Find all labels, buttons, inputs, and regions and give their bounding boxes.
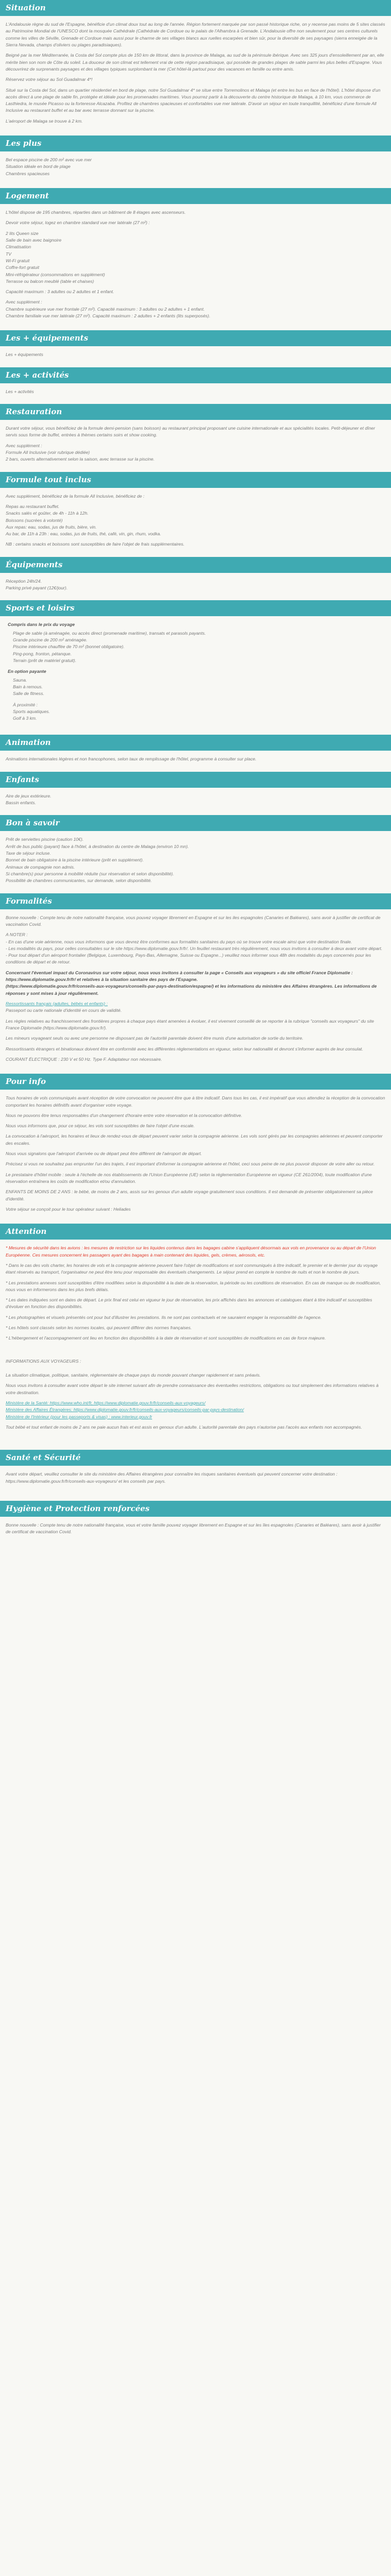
logement-paragraph: Devoir votre séjour, logez en chambre standard vue mer latérale (27 m²) : — [6, 220, 150, 226]
logement-body — [0, 209, 391, 319]
attention-paragraph: * Les prestations annexes sont susceptibles d'être modifiées selon la disponibilité à la date de la réservation, la période ou les conditions de réservation. En cas de manque ou de modification, nous vous en informerons dans les plus brefs délais. — [6, 1280, 381, 1292]
formalites-paragraph: Ressortissants étrangers et binationaux doivent être en conformité avec les différentes réglementations en vigueur, selon leur nationalité et devront s'informer auprès de leur consulat. — [6, 1046, 363, 1052]
formalites-paragraph: A NOTER : — [6, 932, 28, 938]
pour-info-paragraph: Précisez si vous ne souhaitez pas emprunter l'un des trajets, il est important d'informer la compagnie aérienne et l'hôtel, ceci sous peine de ne plus pouvoir disposer de votre aller ou retour. — [6, 1161, 375, 1167]
animation-text: Animations internationales légères et non francophones, selon taux de remplissage de l'hôtel, programme à consulter sur place. — [6, 756, 257, 762]
pour-info-paragraph: Le prestataire d'hôtel mobile : seule à l'échelle de nos établissements de l'Union Européenne (UE) selon la réglementation Européenne en vigueur (CE 261/2004), toute modification d'une réservation entraînera les coûts de modification et/ou d'annulation. — [6, 1172, 372, 1184]
restauration-body — [0, 425, 391, 463]
logement-supplement-title: Avec supplément : — [6, 299, 42, 305]
pour-info-body — [0, 1095, 391, 1213]
section-header-enfants: Enfants — [0, 772, 391, 788]
pour-info-paragraph: ENFANTS DE MOINS DE 2 ANS : le bébé, de moins de 2 ans, assis sur les genoux d'un adulte voyage gratuitement sous conditions. Il est demandé de présenter obligatoirement sa pièce d'identité. — [6, 1189, 373, 1201]
infos-link[interactable]: Ministère de la Santé: https://www.who.int/fr, https://www.diplomatie.gouv.fr/fr/conseils-aux-voyageurs/ — [6, 1400, 206, 1405]
pour-info-paragraph: Tous horaires de vols communiqués avant réception de votre convocation ne peuvent être que à titre indicatif. Dans tous les cas, il est impératif que vous attendiez la réception de la convocation comportant les horaires définitifs avant d'organiser votre voyage. — [6, 1095, 385, 1108]
formule-intro: Avec supplément, bénéficiez de la formule All Inclusive, bénéficiez de : — [6, 493, 144, 499]
logement-supplement: Chambre supérieure vue mer frontale (27 m²). Capacité maximum : 3 adultes ou 2 adultes + 1 enfant. — [6, 306, 205, 312]
section-header-equipements: Équipements — [0, 557, 391, 573]
section-header-plus: Les plus — [0, 135, 391, 151]
section-header-formalites: Formalités — [0, 893, 391, 909]
sports-free-title: Compris dans le prix du voyage — [8, 622, 75, 628]
logement-item: Coffre-fort gratuit — [6, 265, 39, 270]
section-header-activites-plus: Les + activités — [0, 367, 391, 383]
formalites-link[interactable]: Ressortissants français (adultes, bébés et enfants) : — [6, 1001, 108, 1006]
section-header-animation: Animation — [0, 735, 391, 751]
animation-body — [0, 756, 391, 762]
bon-a-savoir-item: Prêt de serviettes piscine (caution 10€). — [6, 837, 84, 842]
restauration-item: Formule All Inclusive (voir rubrique dédiée) — [6, 449, 90, 455]
enfants-body — [0, 793, 391, 807]
formalites-paragraph: - Les modalités du pays, pour celles consultables sur le site https://www.diplomatie.gouv.fr/fr/. Un feuillet restaurant très régulièrement, nous vous invitons à consulter à deux avant votre départ. — [6, 945, 383, 951]
formule-body — [0, 493, 391, 548]
formalites-paragraph: - Pour tout départ d'un aéroport frontalier (Belgique, Luxembourg, Pays-Bas, Allemagne, Suisse ou Espagne...) veuillez nous informer sous 48h des modalités du pays concernés pour les conditions de départ et de retour. — [6, 953, 371, 965]
logement-item: Mini-réfrigérateur (consommations en supplément) — [6, 272, 105, 277]
restauration-item: 2 bars, ouverts alternativement selon la saison, avec terrasse sur la piscine. — [6, 456, 155, 462]
sports-paid-title: En option payante — [8, 669, 46, 674]
sports-paid-item: Sauna. — [13, 677, 27, 683]
pour-info-paragraph: Votre séjour se conçoit pour le tour opérateur suivant : Heliades — [6, 1206, 131, 1212]
plus-item: Situation idéale en bord de plage — [6, 164, 71, 170]
logement-item: TV — [6, 251, 11, 257]
sante-text: Avant votre départ, veuillez consulter le site du ministère des Affaires étrangères pour connaître les risques sanitaires éventuels qui peuvent concerner votre destination : https://www.diplomatie.gouv.fr/fr/conseils-aux-voyageurs/ et les conseils par pays. — [6, 1471, 337, 1484]
equipements-plus-text: Les + équipements — [6, 352, 43, 358]
situation-body — [0, 21, 391, 125]
infos-link[interactable]: Ministère des Affaires Étrangères: https://www.diplomatie.gouv.fr/fr/conseils-aux-voyageurs/conseils-par-pays-destination/ — [6, 1407, 244, 1413]
infos-title: INFORMATIONS AUX VOYAGEURS : — [6, 1358, 82, 1364]
section-header-hygiene: Hygiène et Protection renforcées — [0, 1501, 391, 1517]
pour-info-paragraph: Nous vous signalons que l'aéroport d'arrivée ou de départ peut être différent de l'aéroport de départ. — [6, 1151, 202, 1157]
formule-hours: Aux repas: eau, sodas, jus de fruits, bière, vin. — [6, 524, 97, 530]
attention-paragraph: * Dans le cas des vols charter, les horaires de vols et la compagnie aérienne peuvent faire l'objet de modifications et sont communiqués à titre indicatif, le premier et le dernier jour du voyage étant réservés au transport, l'organisateur ne peut être tenu pour responsable des éventuels changements. Le séjour prend en compte le nombre de nuits et non le nombre de jours. — [6, 1262, 378, 1275]
restauration-paragraph: Durant votre séjour, vous bénéficiez de la formule demi-pension (sans boisson) au restaurant principal proposant une cuisine internationale et aux spécialités locales. Petit-déjeuner et dîner servis sous forme de buffet, entrées à thèmes certains soirs et show cooking. — [6, 426, 376, 438]
infos-paragraph: La situation climatique, politique, sanitaire, réglementaire de chaque pays du monde pouvant changer rapidement et sans préavis. — [6, 1372, 261, 1378]
formalites-paragraph: Les mineurs voyageant seuls ou avec une personne ne disposant pas de l'autorité parentale doivent être munis d'une autorisation de sortie du territoire. — [6, 1036, 304, 1041]
enfants-item: Bassin enfants. — [6, 800, 36, 806]
logement-item: Climatisation — [6, 244, 31, 250]
attention-paragraph: * L'hébergement et l'accompagnement ont lieu en fonction des disponibilités à la date de réservation et sont susceptibles de modifications en cas de force majeure. — [6, 1335, 326, 1341]
attention-paragraph: * Mesures de sécurité dans les avions : les mesures de restriction sur les liquides contenus dans les bagages cabine s'appliquent désormais aux vols en provenance ou au départ de l'Union Européenne. Ces mesures concernent les passagers ayant des bagages à main contenant des liquides, gels, crèmes, aérosols, etc. — [6, 1245, 376, 1258]
infos-paragraph: Nous vous invitons à consulter avant votre départ le site internet suivant afin de prendre connaissance des éventuelles restrictions, obligations ou tout simplement des informations relatives à votre destination. — [6, 1383, 379, 1395]
plus-item: Chambres spacieuses — [6, 171, 50, 176]
section-header-sports: Sports et loisirs — [0, 600, 391, 616]
infos-tail: Tout bébé et tout enfant de moins de 2 ans ne paie aucun frais et est assis en genoux d'un adulte. L'autorité parentale des pays n'autorise pas l'accès aux enfants non accompagnés. — [6, 1424, 362, 1430]
section-header-equipements-plus: Les + équipements — [0, 330, 391, 346]
formalites-body — [0, 914, 391, 1063]
plus-item: Bel espace piscine de 200 m² avec vue mer — [6, 157, 92, 163]
bon-a-savoir-item: Si chambre(s) pour personne à mobilité réduite (sur réservation et selon disponibilité). — [6, 871, 174, 876]
section-header-bon-a-savoir: Bon à savoir — [0, 815, 391, 831]
formalites-paragraph: (https://www.diplomatie.gouv.fr/fr/conseils-aux-voyageurs/conseils-par-pays-destination/espagne/) et les informations du ministère des Affaires étrangères. Les informations de réponses y sont mises à jour régulièrement. — [6, 984, 377, 996]
section-header-attention: Attention — [0, 1224, 391, 1240]
pour-info-paragraph: Nous vous informons que, pour ce séjour, les vols sont susceptibles de faire l'objet d'une escale. — [6, 1123, 195, 1129]
sports-paid-item: Salle de fitness. — [13, 691, 44, 697]
activites-plus-body — [0, 388, 391, 395]
formalites-paragraph: Passeport ou carte nationale d'identité en cours de validité. — [6, 1008, 122, 1013]
formalites-paragraph: - En cas d'une voie aérienne, nous vous informons que vous devrez être conformes aux formalités sanitaires du pays où se trouve votre escale ainsi que votre destination finale. — [6, 939, 352, 944]
formalites-paragraph: Les règles relatives au franchissement des frontières propres à chaque pays étant amenées à évoluer, il est vivement conseillé de se reporter à la rubrique "conseils aux voyageurs" du site France Diplomatie (https://www.diplomatie.gouv.fr/). — [6, 1018, 374, 1030]
situation-paragraph: Beigné par la mer Méditerranée, la Costa del Sol compte plus de 150 km de littoral, dans la province de Malaga, au sud de la péninsule ibérique. Avec ses 325 jours d'ensoleillement par an, elle mérite bien son nom de Côte du soleil. La douceur de son climat est tellement vrai de cette région paradisiaque, qui possède de grandes plages de sable parmi les plus belles d'Espagne. Vous découvrirez de surprenants paysages et des villages typiques surplombant la mer (Cet hôtel-là partout pour des vacances en famille ou entre amis. — [6, 53, 384, 72]
plus-body — [0, 157, 391, 177]
sports-free-item: Terrain (prêt de matériel gratuit). — [13, 657, 76, 663]
sports-body — [0, 621, 391, 722]
logement-capacity: Capacité maximum : 3 adultes ou 2 adultes et 1 enfant. — [6, 289, 115, 295]
sports-near-title: À proximité : — [13, 702, 38, 707]
hygiene-text: Bonne nouvelle : Compte tenu de notre nationalité française, vous et votre famille pouvez voyager librement en Espagne et sur les îles espagnoles (Canaries et Baléares), sans avoir à justifier de certificat de vaccination Covid. — [6, 1522, 381, 1535]
logement-item: Terrasse ou balcon meublé (table et chaises) — [6, 278, 94, 284]
attention-paragraph: * Les dates indiquées sont en dates de départ. Le prix final est celui en vigueur le jour de réservation, les prix affichés dans les annonces et catalogues étant à titre indicatif et susceptibles d'évoluer en fonction des disponibilités. — [6, 1297, 372, 1310]
pour-info-paragraph: La convocation à l'aéroport, les horaires et lieux de rendez-vous de départ peuvent varier selon la compagnie aérienne. Les vols sont gérés par les compagnies aériennes et peuvent comporter des escales. — [6, 1133, 383, 1146]
bon-a-savoir-item: Possibilité de chambres communicantes, sur demande, selon disponibilité. — [6, 878, 152, 884]
bon-a-savoir-item: Bonnet de bain obligatoire à la piscine intérieure (prêt en supplément). — [6, 857, 144, 863]
equipements-item: Réception 24h/24. — [6, 578, 42, 584]
infos-link[interactable]: Ministère de l'Intérieur (pour les passeports & visas) : www.interieur.gouv.fr — [6, 1414, 152, 1419]
sports-free-item: Grande piscine de 200 m² aménagée. — [13, 637, 88, 642]
activites-plus-text: Les + activités — [6, 388, 34, 394]
logement-item: Salle de bain avec baignoire — [6, 237, 61, 243]
logement-item: 2 lits Queen size — [6, 230, 39, 236]
formule-item: Boissons (sucrées à volonté) — [6, 517, 63, 523]
pour-info-paragraph: Nous ne pouvons être tenus responsables d'un changement d'horaire entre votre réservation et la convocation définitive. — [6, 1112, 242, 1118]
equipements-body — [0, 578, 391, 592]
attention-paragraph: * Les photographies et visuels présentés ont pour but d'illustrer les prestations. Ils ne sont pas contractuels et ne sauraient engager la responsabilité de l'agence. — [6, 1314, 322, 1320]
situation-paragraph: Réservez votre séjour au Sol Guadalmar 4*! — [6, 77, 93, 82]
section-header-restauration: Restauration — [0, 404, 391, 420]
formule-note: NB : certains snacks et boissons sont susceptibles de faire l'objet de frais supplémentaires. — [6, 541, 185, 547]
logement-item: Wi-Fi gratuit — [6, 258, 30, 263]
situation-paragraph: L'Andalousie règne du sud de l'Espagne, bénéficie d'un climat doux tout au long de l'année. Région fortement marquée par son passé historique riche, on y recense pas moins de 5 sites classés au Patrimoine Mondial de l'UNESCO dont la mosquée Cathédrale (Cathédrale de Cordoue ou le palais de l'Alhambra à Grenade. L'Andalousie offre non seulement pour ses centres culturels comme les villes de Séville, Grenade et Cordoue mais aussi pour le charme de ses villages blancs aux ruelles escarpées et bien sûr, pour la diversité de ses paysages (sierra enneigée de la Sierra Nevada, champs d'oliviers ou plages paradisiaques). — [6, 22, 385, 47]
situation-paragraph: L'aéroport de Malaga se trouve à 2 km. — [6, 118, 83, 124]
bon-a-savoir-body — [0, 836, 391, 884]
logement-supplement: Chambre familiale vue mer latérale (27 m²). Capacité maximum : 2 adultes + 2 enfants (lits superposés). — [6, 313, 210, 319]
bon-a-savoir-item: Taxe de séjour incluse. — [6, 851, 51, 856]
logement-paragraph: L'hôtel dispose de 195 chambres, réparties dans un bâtiment de 8 étages avec ascenseurs. — [6, 210, 186, 215]
formule-item: Repas au restaurant buffet. — [6, 503, 60, 509]
sports-free-item: Piscine intérieure chauffée de 70 m² (bonnet obligatoire). — [13, 644, 125, 650]
section-header-pour-info: Pour info — [0, 1074, 391, 1090]
formalites-paragraph: COURANT ÉLECTRIQUE : 230 V et 50 Hz. Type F. Adaptateur non nécessaire. — [6, 1056, 162, 1062]
bon-a-savoir-item: Arrêt de bus public (payant) face à l'hôtel, à destination du centre de Malaga (environ 10 mn). — [6, 843, 189, 849]
bon-a-savoir-item: Animaux de compagnie non admis. — [6, 864, 75, 870]
situation-paragraph: Situé sur la Costa del Sol, dans un quartier résidentiel en bord de plage, notre Sol Guadalmar 4* se situe entre Torremolinos et Malaga (et entre les bus en face de l'hôtel). L'hôtel dispose d'un accès direct à une plage de sable fin, protégée et idéale pour les promenades maritimes. Vous pourrez partir à la découverte du centre historique de Malaga, à 10 km, vous commerce de Lasthiedra, le musée Picasso ou la forteresse Alcazaba. Profitez de chambres spacieuses et confortables vue mer latérale. D'avoir un séjour en toute tranquillité, bénéficiez d'une formule All Inclusive au restaurant buffet et au bar avec terrasse donnant sur la piscine. — [6, 87, 381, 113]
sports-free-item: Ping-pong, fronton, pétanque. — [13, 651, 72, 656]
section-header-situation: Situation — [0, 0, 391, 16]
sports-near-item: Golf à 3 km. — [13, 716, 37, 721]
sports-near-item: Sports aquatiques. — [13, 708, 50, 714]
attention-paragraph: * Les hôtels sont classés selon les normes locales, qui peuvent différer des normes françaises. — [6, 1325, 192, 1331]
sports-paid-item: Bain à remous. — [13, 684, 43, 689]
equipements-plus-body — [0, 351, 391, 358]
hygiene-body — [0, 1522, 391, 1536]
attention-body — [0, 1245, 391, 1431]
section-header-logement: Logement — [0, 188, 391, 204]
sante-body — [0, 1471, 391, 1485]
enfants-item: Aire de jeux extérieure. — [6, 793, 52, 799]
section-header-sante: Santé et Sécurité — [0, 1450, 391, 1466]
formule-item: Snacks salés et goûter, de 4h - 11h à 12h. — [6, 511, 89, 516]
restauration-paragraph: Avec supplément : — [6, 443, 42, 448]
formule-hours: Au bar, de 11h à 23h : eau, sodas, jus de fruits, thé, café, vin, gin, rhum, vodka. — [6, 531, 161, 537]
section-header-formule: Formule tout inclus — [0, 472, 391, 488]
equipements-item: Parking privé payant (12€/jour). — [6, 585, 68, 591]
formalites-paragraph: Concernant l'éventuel impact du Coronavirus sur votre séjour, nous vous invitons à consulter la page « Conseils aux voyageurs » du site officiel France Diplomatie : https://www.diplomatie.gouv.fr/fr/ et relatives à la situation sanitaire des pays de l'Espagne. — [6, 970, 353, 982]
formalites-paragraph: Bonne nouvelle : Compte tenu de notre nationalité française, vous pouvez voyager librement en Espagne et sur les iles espagnoles (Canaries et Baléares), sans avoir à justifier de certificat de vaccination Covid. — [6, 914, 381, 927]
sports-free-item: Plage de sable (à aménagée, ou accès direct (promenade maritime), transats et parasols payants. — [13, 630, 206, 636]
